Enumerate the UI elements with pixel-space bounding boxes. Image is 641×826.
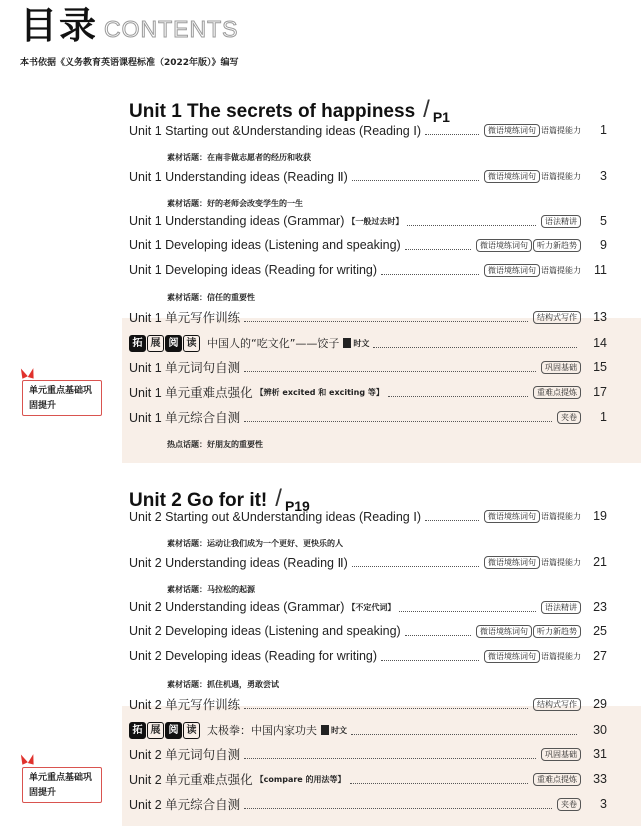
entry-tags	[483, 650, 581, 663]
entry-page-number: 15	[593, 360, 607, 374]
toc-entry[interactable]	[129, 407, 607, 427]
entry-tag: 重难点提炼	[533, 386, 581, 399]
entry-title: Unit 2 Starting out &Understanding ideas (Reading Ⅰ)	[129, 509, 422, 524]
entry-tags	[540, 748, 581, 761]
entry-tag-plain: 语篇提能力	[541, 511, 581, 521]
entry-tags	[540, 361, 581, 374]
toc-entry[interactable]	[129, 646, 607, 666]
entry-page-number: 3	[600, 169, 607, 183]
entry-page-number: 30	[593, 723, 607, 737]
toc-entry[interactable]	[129, 769, 607, 789]
entry-page-number: 3	[600, 797, 607, 811]
spark-icon	[20, 752, 38, 764]
title-slash: /	[423, 96, 430, 123]
unit-start-page: P19	[284, 498, 310, 514]
entry-tag: 微语境练词句	[484, 650, 540, 663]
leader-dots	[244, 312, 528, 322]
entry-page-number: 11	[594, 263, 607, 277]
title-slash: /	[275, 485, 282, 512]
leader-dots	[244, 412, 552, 422]
entry-title: Unit 2 单元词句自测	[129, 748, 241, 762]
sidebar-callout: 单元重点基础巩固提升	[22, 380, 102, 416]
toc-entry[interactable]	[129, 720, 607, 740]
entry-tag: 微语境练词句	[484, 170, 540, 183]
topic-line: 素材话题：运动让我们成为一个更好、更快乐的人	[167, 539, 343, 548]
entry-tag-plain: 语篇提能力	[541, 265, 581, 275]
entry-title: Unit 2 单元写作训练	[129, 698, 241, 712]
toc-entry[interactable]	[129, 211, 607, 231]
entry-tags	[532, 386, 581, 399]
leader-dots	[352, 171, 479, 181]
article-icon	[321, 725, 329, 735]
leader-dots	[405, 240, 471, 250]
extended-reading-char: 读	[183, 335, 200, 352]
entry-title: Unit 2 Understanding ideas (Reading Ⅱ)	[129, 555, 348, 570]
topic-line: 热点话题：好朋友的重要性	[167, 440, 263, 449]
topic-line: 素材话题：在南非做志愿者的经历和收获	[167, 153, 311, 162]
page-title: 目录	[20, 4, 98, 47]
entry-tag: 夹卷	[557, 798, 581, 811]
entry-page-number: 1	[600, 410, 607, 424]
entry-tag-plain: 语篇提能力	[541, 171, 581, 181]
entry-note: 时文	[353, 338, 370, 348]
entry-tag: 夹卷	[557, 411, 581, 424]
extended-reading-char: 展	[147, 722, 164, 739]
toc-entry[interactable]	[129, 307, 607, 327]
entry-tags	[532, 311, 581, 324]
article-icon	[343, 338, 351, 348]
leader-dots	[244, 799, 552, 809]
entry-tags	[556, 411, 581, 424]
entry-tag: 巩固基础	[541, 361, 581, 374]
leader-dots	[244, 699, 528, 709]
entry-tag: 微语境练词句	[484, 556, 540, 569]
toc-entry[interactable]	[129, 357, 607, 377]
leader-dots	[399, 602, 536, 612]
entry-tag: 结构式写作	[533, 698, 581, 711]
toc-entry[interactable]	[129, 597, 607, 617]
entry-page-number: 21	[593, 555, 607, 569]
curriculum-basis: 本书依据《义务教育英语课程标准（2022年版）》编写	[20, 58, 239, 68]
leader-dots	[351, 725, 577, 735]
entry-tag: 巩固基础	[541, 748, 581, 761]
toc-entry[interactable]	[129, 621, 607, 641]
extended-reading-char: 拓	[129, 722, 146, 739]
entry-tags	[532, 773, 581, 786]
entry-title: Unit 2 Developing ideas (Listening and speaking)	[129, 624, 401, 638]
entry-title: Unit 2 Understanding ideas (Grammar)	[129, 600, 345, 614]
leader-dots	[388, 387, 528, 397]
leader-dots	[405, 626, 471, 636]
entry-title: 中国人的“吃文化”——饺子	[207, 337, 340, 350]
toc-entry[interactable]	[129, 166, 607, 186]
entry-page-number: 9	[600, 238, 607, 252]
entry-note: 【compare 的用法等】	[255, 774, 346, 784]
entry-note: 【一般过去时】	[347, 216, 404, 226]
entry-title: Unit 2 单元综合自测	[129, 798, 241, 812]
entry-tag: 语法精讲	[541, 215, 581, 228]
page-header	[20, 6, 239, 46]
leader-dots	[350, 774, 529, 784]
topic-line: 素材话题：信任的重要性	[167, 293, 255, 302]
toc-entry[interactable]	[129, 744, 607, 764]
entry-page-number: 1	[600, 123, 607, 137]
toc-entry[interactable]	[129, 333, 607, 353]
extended-reading-char: 拓	[129, 335, 146, 352]
unit-title-text: Unit 2 Go for it!	[129, 490, 268, 511]
entry-page-number: 29	[593, 697, 607, 711]
entry-tag: 微语境练词句	[484, 264, 540, 277]
entry-title: 太极拳：中国内家功夫	[207, 724, 317, 737]
extended-reading-char: 读	[183, 722, 200, 739]
unit-start-page: P1	[432, 109, 450, 125]
entry-tag-plain: 语篇提能力	[541, 125, 581, 135]
entry-tags	[483, 124, 581, 137]
contents-label: CONTENTS	[104, 16, 239, 42]
entry-title: Unit 1 单元综合自测	[129, 411, 241, 425]
entry-tag: 结构式写作	[533, 311, 581, 324]
leader-dots	[407, 216, 536, 226]
entry-tag: 语法精讲	[541, 601, 581, 614]
entry-page-number: 27	[593, 649, 607, 663]
entry-tag-plain: 语篇提能力	[541, 651, 581, 661]
entry-title: Unit 1 Starting out &Understanding ideas (Reading Ⅰ)	[129, 123, 422, 138]
entry-tag: 重难点提炼	[533, 773, 581, 786]
entry-page-number: 14	[593, 336, 607, 350]
entry-tags	[475, 625, 581, 638]
topic-line: 素材话题：抓住机遇，勇敢尝试	[167, 680, 279, 689]
leader-dots	[381, 651, 479, 661]
entry-tags	[483, 510, 581, 523]
toc-entry[interactable]	[129, 120, 607, 140]
entry-title: Unit 2 单元重难点强化	[129, 773, 253, 787]
leader-dots	[425, 511, 479, 521]
entry-page-number: 13	[593, 310, 607, 324]
unit-title-text: Unit 1 The secrets of happiness	[129, 101, 416, 122]
entry-note: 【辨析 excited 和 exciting 等】	[255, 387, 384, 397]
entry-tag: 微语境练词句	[484, 510, 540, 523]
extended-reading-char: 展	[147, 335, 164, 352]
toc-entry[interactable]	[129, 382, 607, 402]
extended-reading	[129, 335, 369, 352]
entry-tags	[540, 215, 581, 228]
entry-title: Unit 1 单元重难点强化	[129, 386, 253, 400]
entry-title: Unit 1 单元词句自测	[129, 361, 241, 375]
toc-entry[interactable]	[129, 552, 607, 572]
leader-dots	[244, 362, 536, 372]
topic-line: 素材话题：好的老师会改变学生的一生	[167, 199, 303, 208]
entry-page-number: 33	[593, 772, 607, 786]
entry-tag: 微语境练词句	[484, 124, 540, 137]
leader-dots	[244, 749, 536, 759]
leader-dots	[425, 125, 479, 135]
extended-reading	[129, 722, 347, 739]
spark-icon	[20, 366, 38, 378]
entry-title: Unit 2 Developing ideas (Reading for writing)	[129, 649, 378, 663]
entry-tag: 听力新趋势	[533, 239, 581, 252]
toc-entry[interactable]	[129, 506, 607, 526]
entry-page-number: 17	[593, 385, 607, 399]
entry-page-number: 25	[593, 624, 607, 638]
entry-note: 时文	[331, 725, 347, 735]
leader-dots	[373, 338, 577, 348]
toc-entry[interactable]	[129, 794, 607, 814]
entry-tags	[540, 601, 581, 614]
entry-tags	[532, 698, 581, 711]
entry-note: 【不定代词】	[347, 602, 396, 612]
entry-page-number: 19	[593, 509, 607, 523]
entry-tag-plain: 语篇提能力	[541, 557, 581, 567]
sidebar-callout: 单元重点基础巩固提升	[22, 767, 102, 803]
entry-title: Unit 1 单元写作训练	[129, 311, 241, 325]
entry-tags	[483, 264, 581, 277]
entry-tag: 微语境练词句	[476, 625, 532, 638]
toc-entry[interactable]	[129, 260, 607, 280]
entry-tags	[475, 239, 581, 252]
leader-dots	[381, 265, 479, 275]
entry-tags	[483, 556, 581, 569]
entry-tag: 微语境练词句	[476, 239, 532, 252]
entry-title: Unit 1 Understanding ideas (Reading Ⅱ)	[129, 169, 348, 184]
entry-title: Unit 1 Developing ideas (Listening and speaking)	[129, 238, 401, 252]
extended-reading-char: 阅	[165, 722, 182, 739]
entry-title: Unit 1 Developing ideas (Reading for writing)	[129, 263, 378, 277]
entry-tags	[483, 170, 581, 183]
toc-entry[interactable]	[129, 235, 607, 255]
entry-tags	[556, 798, 581, 811]
entry-tag: 听力新趋势	[533, 625, 581, 638]
toc-entry[interactable]	[129, 694, 607, 714]
leader-dots	[352, 557, 479, 567]
entry-page-number: 23	[593, 600, 607, 614]
entry-page-number: 31	[593, 747, 607, 761]
extended-reading-char: 阅	[165, 335, 182, 352]
entry-title: Unit 1 Understanding ideas (Grammar)	[129, 214, 345, 228]
topic-line: 素材话题：马拉松的起源	[167, 585, 255, 594]
entry-page-number: 5	[600, 214, 607, 228]
